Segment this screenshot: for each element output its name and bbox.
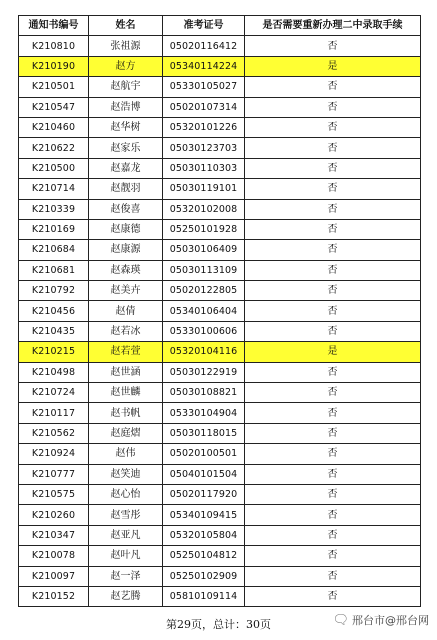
cell-redo: 否	[245, 97, 421, 117]
cell-name: 赵方	[89, 56, 163, 76]
table-row	[19, 56, 421, 76]
cell-notice-id: K210575	[19, 484, 89, 504]
cell-name: 赵世涵	[89, 362, 163, 382]
cell-exam-number: 05040101504	[163, 464, 245, 484]
table-row	[19, 586, 421, 606]
cell-exam-number: 05340114224	[163, 56, 245, 76]
cell-name: 赵浩博	[89, 97, 163, 117]
cell-name: 赵艺腾	[89, 586, 163, 606]
cell-redo: 否	[245, 505, 421, 525]
cell-exam-number: 05320102008	[163, 199, 245, 219]
cell-name: 赵雪彤	[89, 505, 163, 525]
table-row	[19, 484, 421, 504]
cell-exam-number: 05030106409	[163, 240, 245, 260]
table-row	[19, 546, 421, 566]
table-header-row	[19, 16, 421, 36]
cell-exam-number: 05250102909	[163, 566, 245, 586]
cell-exam-number: 05030123703	[163, 138, 245, 158]
table-body	[19, 36, 421, 607]
cell-redo: 否	[245, 260, 421, 280]
cell-redo: 是	[245, 342, 421, 362]
cell-redo: 否	[245, 383, 421, 403]
cell-redo: 否	[245, 586, 421, 606]
cell-exam-number: 05030122919	[163, 362, 245, 382]
cell-exam-number: 05030110303	[163, 158, 245, 178]
watermark	[332, 612, 429, 628]
cell-exam-number: 05330100606	[163, 321, 245, 341]
cell-redo: 否	[245, 423, 421, 443]
cell-notice-id: K210501	[19, 77, 89, 97]
cell-redo: 否	[245, 321, 421, 341]
cell-exam-number: 05020116412	[163, 36, 245, 56]
cell-redo: 否	[245, 484, 421, 504]
cell-redo: 否	[245, 138, 421, 158]
cell-name: 赵康源	[89, 240, 163, 260]
table-row	[19, 321, 421, 341]
cell-notice-id: K210339	[19, 199, 89, 219]
cell-notice-id: K210498	[19, 362, 89, 382]
cell-notice-id: K210622	[19, 138, 89, 158]
cell-notice-id: K210714	[19, 179, 89, 199]
cell-name: 赵嘉龙	[89, 158, 163, 178]
cell-exam-number: 05020107314	[163, 97, 245, 117]
page-footer: 第29页，总计：30页	[166, 618, 271, 631]
cell-name: 赵世麟	[89, 383, 163, 403]
cell-redo: 否	[245, 281, 421, 301]
cell-redo: 否	[245, 219, 421, 239]
cell-notice-id: K210097	[19, 566, 89, 586]
cell-name: 赵书帆	[89, 403, 163, 423]
cell-name: 赵叶凡	[89, 546, 163, 566]
header-notice-id: 通知书编号	[19, 16, 89, 36]
cell-name: 赵航宇	[89, 77, 163, 97]
cell-redo: 否	[245, 301, 421, 321]
table-row	[19, 77, 421, 97]
cell-name: 赵华树	[89, 117, 163, 137]
table-row	[19, 505, 421, 525]
table-row	[19, 240, 421, 260]
cell-name: 赵美卉	[89, 281, 163, 301]
cell-redo: 否	[245, 240, 421, 260]
cell-redo: 否	[245, 199, 421, 219]
table-row	[19, 464, 421, 484]
cell-exam-number: 05020122805	[163, 281, 245, 301]
table-row	[19, 383, 421, 403]
cell-notice-id: K210347	[19, 525, 89, 545]
table-row	[19, 97, 421, 117]
table-row	[19, 36, 421, 56]
cell-exam-number: 05020117920	[163, 484, 245, 504]
table-row	[19, 179, 421, 199]
cell-exam-number: 05340109415	[163, 505, 245, 525]
cell-notice-id: K210169	[19, 219, 89, 239]
cell-notice-id: K210724	[19, 383, 89, 403]
table-row	[19, 117, 421, 137]
cell-notice-id: K210924	[19, 444, 89, 464]
cell-notice-id: K210500	[19, 158, 89, 178]
table-row	[19, 362, 421, 382]
cell-exam-number: 05030113109	[163, 260, 245, 280]
table-row	[19, 566, 421, 586]
table-row	[19, 199, 421, 219]
header-name: 姓名	[89, 16, 163, 36]
cell-exam-number: 05250104812	[163, 546, 245, 566]
cell-redo: 否	[245, 158, 421, 178]
cell-exam-number: 05250101928	[163, 219, 245, 239]
table-row	[19, 219, 421, 239]
cell-exam-number: 05330104904	[163, 403, 245, 423]
cell-notice-id: K210190	[19, 56, 89, 76]
table-row	[19, 423, 421, 443]
cell-notice-id: K210681	[19, 260, 89, 280]
cell-name: 赵康德	[89, 219, 163, 239]
cell-notice-id: K210215	[19, 342, 89, 362]
cell-exam-number: 05320105804	[163, 525, 245, 545]
cell-notice-id: K210792	[19, 281, 89, 301]
cell-redo: 否	[245, 179, 421, 199]
cell-exam-number: 05030119101	[163, 179, 245, 199]
cell-notice-id: K210152	[19, 586, 89, 606]
cell-exam-number: 05320104116	[163, 342, 245, 362]
cell-redo: 否	[245, 546, 421, 566]
cell-notice-id: K210810	[19, 36, 89, 56]
cell-exam-number: 05030108821	[163, 383, 245, 403]
table-row	[19, 525, 421, 545]
cell-redo: 否	[245, 444, 421, 464]
cell-name: 赵靓羽	[89, 179, 163, 199]
cell-notice-id: K210078	[19, 546, 89, 566]
cell-redo: 否	[245, 362, 421, 382]
cell-name: 赵心怡	[89, 484, 163, 504]
cell-notice-id: K210562	[19, 423, 89, 443]
cell-name: 赵笑迪	[89, 464, 163, 484]
cell-redo: 否	[245, 403, 421, 423]
cell-name: 赵若冰	[89, 321, 163, 341]
cell-notice-id: K210777	[19, 464, 89, 484]
table-row	[19, 281, 421, 301]
cell-exam-number: 05330105027	[163, 77, 245, 97]
cell-notice-id: K210684	[19, 240, 89, 260]
table-row	[19, 342, 421, 362]
admission-table-sheet	[18, 15, 421, 607]
cell-exam-number: 05320101226	[163, 117, 245, 137]
cell-name: 赵俊喜	[89, 199, 163, 219]
table-row	[19, 138, 421, 158]
cell-name: 赵森瑛	[89, 260, 163, 280]
cell-exam-number: 05810109114	[163, 586, 245, 606]
cell-redo: 否	[245, 566, 421, 586]
cell-exam-number: 05340106404	[163, 301, 245, 321]
cell-exam-number: 05030118015	[163, 423, 245, 443]
cell-redo: 否	[245, 464, 421, 484]
cell-name: 赵家乐	[89, 138, 163, 158]
cell-name: 赵伟	[89, 444, 163, 464]
watermark-text: 邢台市@邢台网	[352, 614, 429, 627]
cell-name: 赵庭熠	[89, 423, 163, 443]
table-row	[19, 158, 421, 178]
table-row	[19, 260, 421, 280]
cell-redo: 否	[245, 525, 421, 545]
cell-redo: 是	[245, 56, 421, 76]
cell-name: 赵一泽	[89, 566, 163, 586]
cell-redo: 否	[245, 36, 421, 56]
cell-redo: 否	[245, 117, 421, 137]
header-redo-procedure: 是否需要重新办理二中录取手续	[245, 16, 421, 36]
table-row	[19, 403, 421, 423]
header-exam-number: 准考证号	[163, 16, 245, 36]
wechat-icon: 🗨	[332, 612, 349, 628]
cell-notice-id: K210456	[19, 301, 89, 321]
cell-notice-id: K210260	[19, 505, 89, 525]
cell-name: 赵倩	[89, 301, 163, 321]
cell-name: 赵亚凡	[89, 525, 163, 545]
table-row	[19, 444, 421, 464]
cell-notice-id: K210547	[19, 97, 89, 117]
cell-notice-id: K210435	[19, 321, 89, 341]
cell-name: 张祖源	[89, 36, 163, 56]
cell-notice-id: K210117	[19, 403, 89, 423]
cell-redo: 否	[245, 77, 421, 97]
cell-notice-id: K210460	[19, 117, 89, 137]
cell-exam-number: 05020100501	[163, 444, 245, 464]
cell-name: 赵若萱	[89, 342, 163, 362]
admission-table	[18, 15, 421, 607]
table-row	[19, 301, 421, 321]
